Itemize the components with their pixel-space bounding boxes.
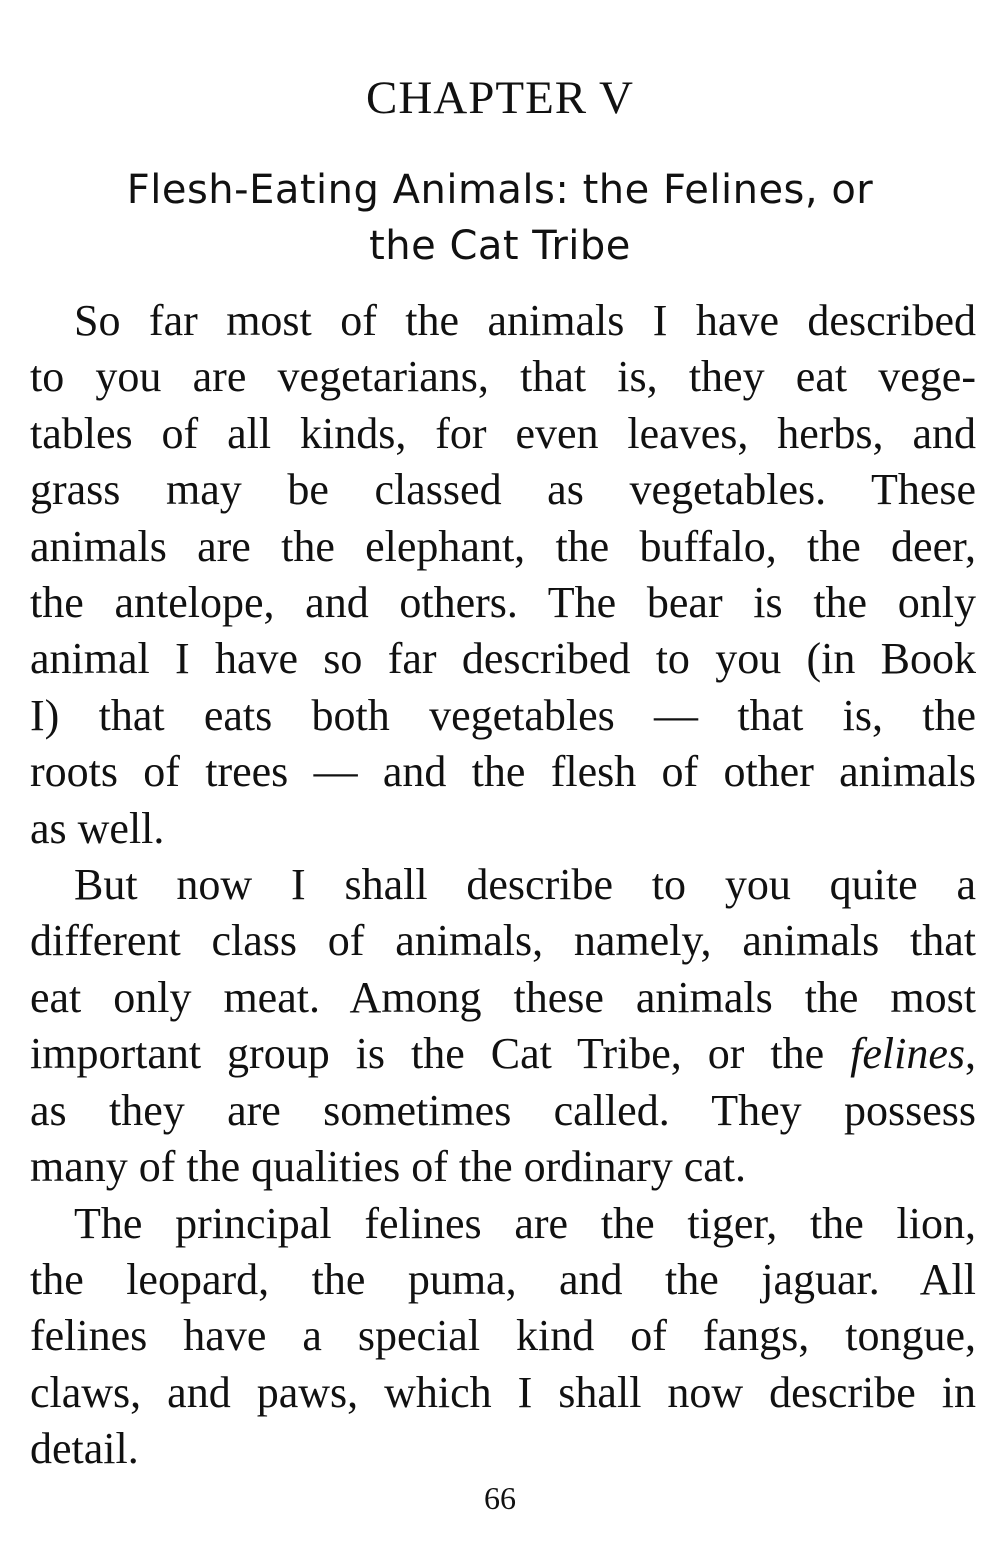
text-segment: , — [965, 1029, 976, 1079]
text-line: tables of all kinds, for even leaves, herbs, and — [30, 408, 976, 458]
text-line: many of the qualities of the ordinary cat. — [30, 1142, 746, 1192]
chapter-heading: CHAPTER V — [366, 72, 634, 124]
paragraph-1 — [30, 293, 976, 857]
text-line: The principal felines are the tiger, the lion, — [74, 1198, 976, 1248]
text-line: claws, and paws, which I shall now describe in — [30, 1367, 976, 1417]
text-line: I) that eats both vegetables — that is, the — [30, 690, 976, 740]
paragraph-2 — [30, 857, 976, 1195]
text-line: animal I have so far described to you (in Book — [30, 634, 976, 684]
text-line: felines have a special kind of fangs, tongue, — [30, 1311, 976, 1361]
text-line: detail. — [30, 1424, 139, 1474]
italic-term: felines — [850, 1029, 965, 1079]
chapter-title — [30, 162, 970, 274]
text-segment: important group is the Cat Tribe, or the — [30, 1029, 851, 1079]
text-line: to you are vegetarians, that is, they eat vege- — [30, 352, 976, 402]
text-line: the antelope, and others. The bear is the only — [30, 578, 976, 628]
text-line-with-italic — [30, 1026, 976, 1082]
text-line: So far most of the animals I have described — [74, 296, 976, 345]
text-line: animals are the elephant, the buffalo, the deer, — [30, 521, 976, 571]
text-line: grass may be classed as vegetables. These — [30, 465, 976, 515]
chapter-title-line-2: the Cat Tribe — [369, 223, 631, 269]
text-line: But now I shall describe to you quite a — [74, 860, 976, 910]
text-line: as they are sometimes called. They possess — [30, 1085, 976, 1135]
chapter-title-line-1: Flesh-Eating Animals: the Felines, or — [126, 167, 874, 213]
body-text — [30, 293, 976, 1478]
page-number: 66 — [484, 1480, 516, 1516]
text-line: as well. — [30, 803, 165, 853]
text-line: different class of animals, namely, animals that — [30, 916, 976, 966]
text-line: the leopard, the puma, and the jaguar. All — [30, 1254, 976, 1304]
paragraph-3 — [30, 1196, 976, 1478]
text-line: eat only meat. Among these animals the most — [30, 972, 976, 1022]
text-line: roots of trees — and the flesh of other animals — [30, 747, 976, 797]
